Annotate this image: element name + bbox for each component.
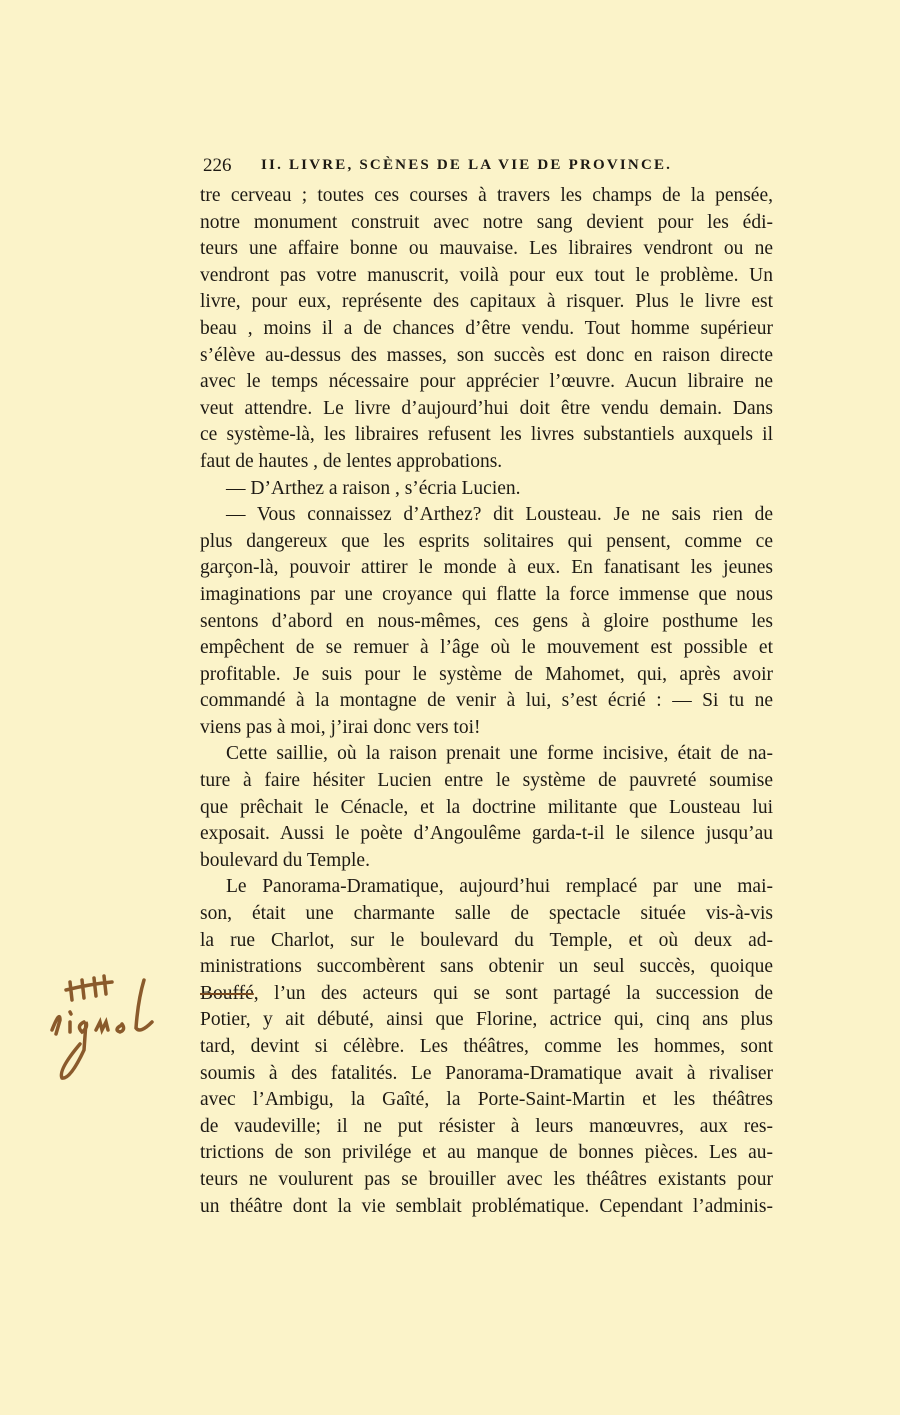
- text-line-content: Le Panorama-Dramatique, aujourd’hui remplacé par une mai-: [226, 876, 773, 898]
- text-line: [200, 1114, 773, 1141]
- text-line: [200, 449, 773, 476]
- text-line: [200, 821, 773, 848]
- text-line-content: profitable. Je suis pour le système de Mahomet, qui, après avoir: [200, 663, 773, 685]
- text-line: [200, 954, 773, 981]
- text-line: [200, 555, 773, 582]
- text-line-content: beau , moins il a de chances d’être vendu. Tout homme supérieur: [200, 317, 773, 339]
- text-line: [200, 316, 773, 343]
- text-line: [200, 529, 773, 556]
- text-line-content: commandé à la montagne de venir à lui, s’est écrié : — Si tu ne: [200, 690, 773, 712]
- text-line: [200, 396, 773, 423]
- page-number: 226: [203, 155, 232, 176]
- text-line-content: empêchent de se remuer à l’âge où le mouvement est possible et: [200, 637, 773, 659]
- text-line: [200, 1140, 773, 1167]
- text-line-content: sentons d’abord en nous-mêmes, ces gens à gloire posthume les: [200, 610, 773, 632]
- text-line: [200, 741, 773, 768]
- text-line: [200, 635, 773, 662]
- text-line-content: tre cerveau ; toutes ces courses à travers les champs de la pensée,: [200, 185, 773, 206]
- text-line-content: — Vous connaissez d’Arthez? dit Lousteau. Je ne sais rien de: [226, 504, 773, 526]
- text-line-content: — D’Arthez a raison , s’écria Lucien.: [226, 477, 521, 499]
- text-line-content: de vaudeville; il ne put résister à leurs manœuvres, aux res-: [200, 1115, 773, 1137]
- text-line: [200, 502, 773, 529]
- text-line: [200, 263, 773, 290]
- text-line-content: boulevard du Temple.: [200, 849, 370, 871]
- text-line-content: un théâtre dont la vie semblait problématique. Cependant l’adminis-: [200, 1195, 773, 1217]
- text-line: [200, 343, 773, 370]
- text-line: [200, 1167, 773, 1194]
- text-line: [200, 369, 773, 396]
- text-line-content: son, était une charmante salle de spectacle située vis-à-vis: [200, 903, 773, 925]
- body-text: [200, 183, 773, 1220]
- text-line-content: vendront pas votre manuscrit, voilà pour eux tout le problème. Un: [200, 264, 773, 286]
- text-line: [200, 236, 773, 263]
- text-line-content: garçon-là, pouvoir attirer le monde à eux. En fanatisant les jeunes: [200, 557, 773, 579]
- text-line-content: livre, pour eux, représente des capitaux à risquer. Plus le livre est: [200, 291, 773, 313]
- text-line-content: avec le temps nécessaire pour apprécier l’œuvre. Aucun libraire ne: [200, 371, 773, 393]
- text-line: [200, 582, 773, 609]
- text-line: [200, 901, 773, 928]
- text-line-content: teurs une affaire bonne ou mauvaise. Les libraires vendront ou ne: [200, 238, 773, 260]
- text-line: [200, 210, 773, 237]
- text-line-content: faut de hautes , de lentes approbations.: [200, 450, 503, 472]
- text-line-content: teurs ne voulurent pas se brouiller avec les théâtres existants pour: [200, 1168, 773, 1190]
- text-line-content: avec l’Ambigu, la Gaîté, la Porte-Saint-Martin et les théâtres: [200, 1089, 773, 1111]
- text-line-content: , l’un des acteurs qui se sont partagé la succession de: [253, 982, 773, 1004]
- text-line: [200, 688, 773, 715]
- text-line-content: notre monument construit avec notre sang devient pour les édi-: [200, 211, 773, 233]
- text-line: [200, 1007, 773, 1034]
- running-title: II. LIVRE, SCÈNES DE LA VIE DE PROVINCE.: [261, 157, 673, 173]
- text-line: [200, 1061, 773, 1088]
- text-line: [200, 1194, 773, 1221]
- text-line-content: soumis à des fatalités. Le Panorama-Dramatique avait à rivaliser: [200, 1062, 773, 1084]
- text-line: [200, 981, 773, 1008]
- handwritten-annotation: [40, 970, 190, 1090]
- text-line: [200, 928, 773, 955]
- text-line-content: veut attendre. Le livre d’aujourd’hui doit être vendu demain. Dans: [200, 397, 773, 419]
- text-line: [200, 1087, 773, 1114]
- text-line-content: que prêchait le Cénacle, et la doctrine militante que Lousteau lui: [200, 796, 773, 818]
- text-line: [200, 795, 773, 822]
- text-line-content: tard, devint si célèbre. Les théâtres, comme les hommes, sont: [200, 1036, 773, 1057]
- running-header: [203, 155, 718, 181]
- text-line: [200, 609, 773, 636]
- text-line: [200, 476, 773, 503]
- text-line: [200, 715, 773, 742]
- text-line-content: viens pas à moi, j’irai donc vers toi!: [200, 716, 481, 738]
- text-line: [200, 768, 773, 795]
- text-line: [200, 874, 773, 901]
- text-line: [200, 289, 773, 316]
- text-line: [200, 183, 773, 210]
- text-line: [200, 422, 773, 449]
- text-line: [200, 1034, 773, 1061]
- text-line-content: Potier, y ait débuté, ainsi que Florine, actrice qui, cinq ans plus: [200, 1009, 773, 1031]
- text-line-content: Cette saillie, où la raison prenait une forme incisive, était de na-: [226, 743, 773, 765]
- text-line: [200, 662, 773, 689]
- text-line-content: exposait. Aussi le poète d’Angoulême garda-t-il le silence jusqu’au: [200, 823, 773, 845]
- text-line-content: ministrations succombèrent sans obtenir un seul succès, quoique: [200, 956, 773, 978]
- text-line-content: ce système-là, les libraires refusent les livres substantiels auxquels il: [200, 424, 773, 446]
- text-line-content: s’élève au-dessus des masses, son succès est donc en raison directe: [200, 344, 773, 366]
- text-line: [200, 848, 773, 875]
- text-line-content: ture à faire hésiter Lucien entre le système de pauvreté soumise: [200, 770, 773, 792]
- text-line-content: plus dangereux que les esprits solitaires qui pensent, comme ce: [200, 530, 773, 552]
- text-line-content: trictions de son privilége et au manque de bonnes pièces. Les au-: [200, 1142, 773, 1164]
- struck-word: Bouffé: [200, 982, 254, 1004]
- text-line-content: la rue Charlot, sur le boulevard du Temple, et où deux ad-: [200, 929, 773, 951]
- text-line-content: imaginations par une croyance qui flatte la force immense que nous: [200, 583, 773, 605]
